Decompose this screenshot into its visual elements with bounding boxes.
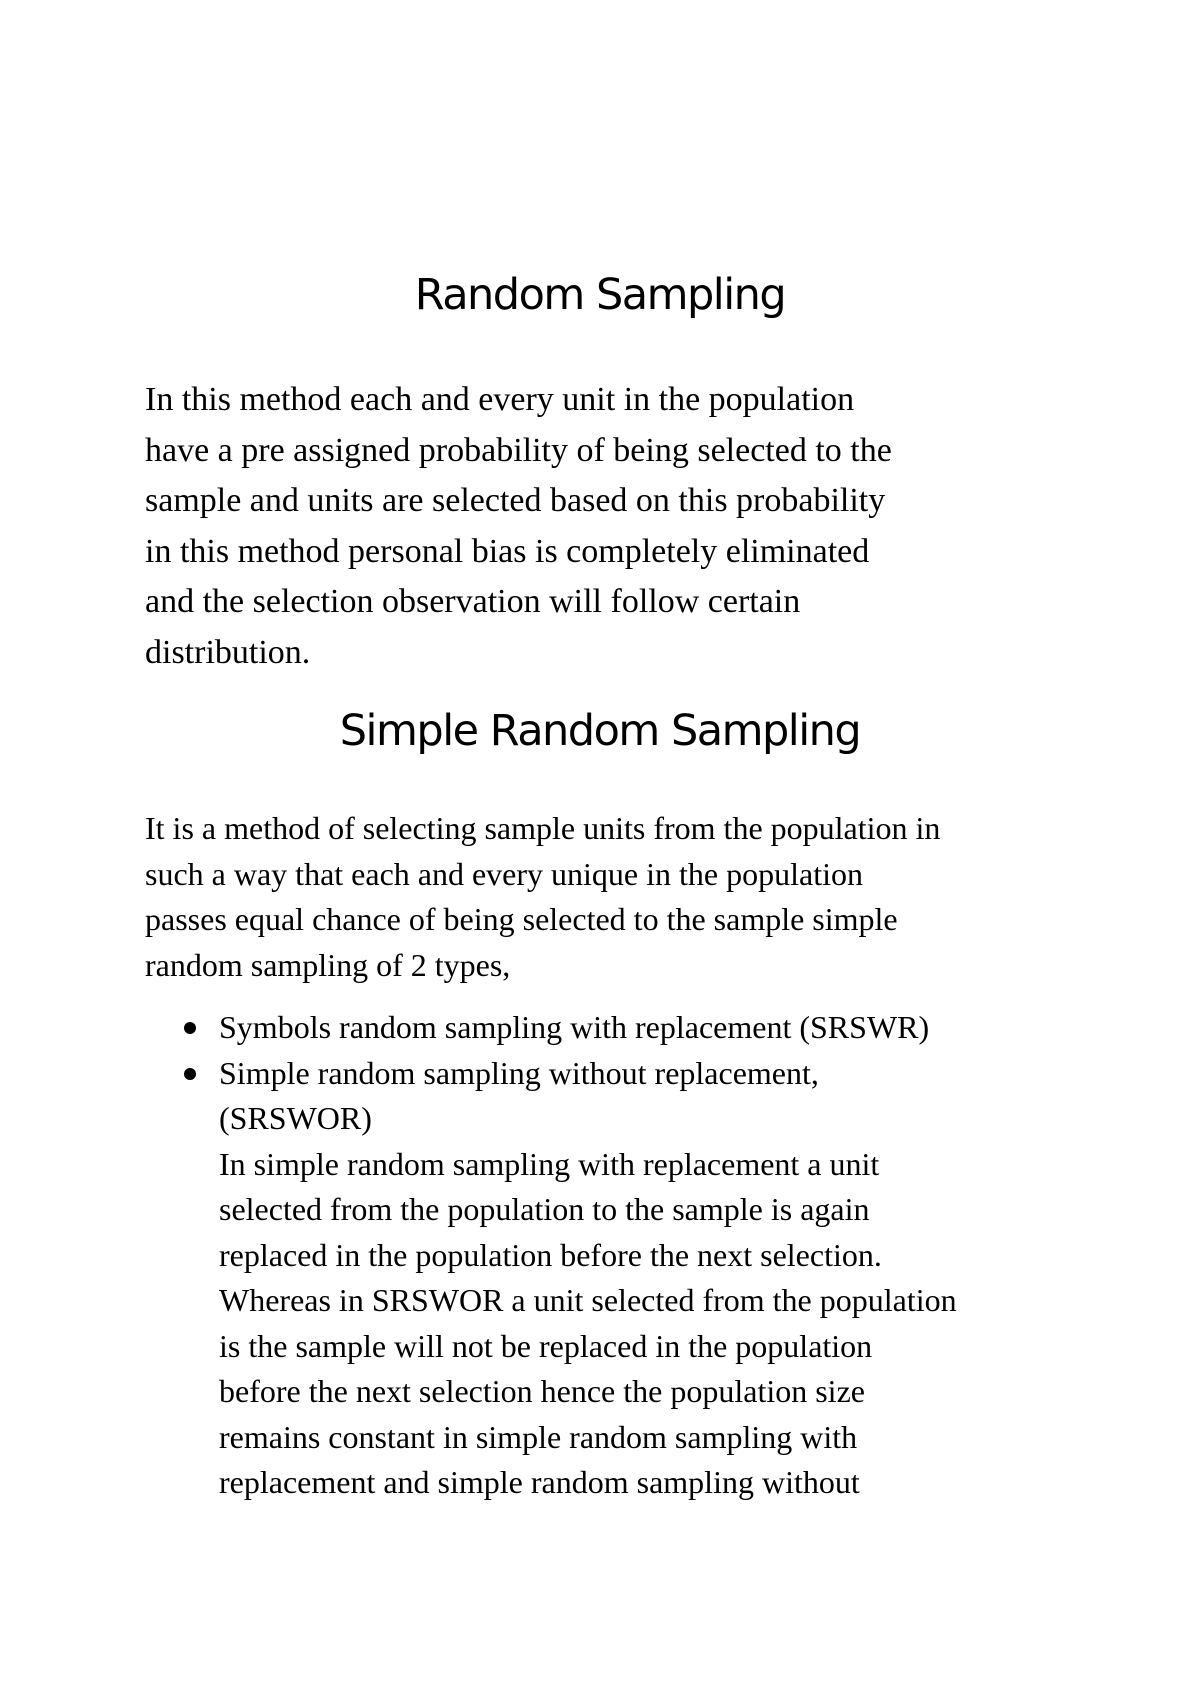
bullet-line: Whereas in SRSWOR a unit selected from the population — [219, 1282, 957, 1318]
bullet-item-srswr — [145, 1005, 1105, 1051]
bullet-line: remains constant in simple random sampling with — [219, 1418, 858, 1455]
bullet-line: selected from the population to the sample is again — [219, 1191, 870, 1227]
paragraph-simple-random-sampling — [145, 806, 1105, 988]
paragraph-line: have a pre assigned probability of being selected to the — [145, 431, 892, 469]
bullet-line: is the sample will not be replaced in the population — [219, 1327, 873, 1364]
bullet-line: replaced in the population before the next selection. — [219, 1236, 882, 1273]
paragraph-line: It is a method of selecting sample units from the population in — [145, 810, 941, 846]
paragraph-line: distribution. — [145, 633, 311, 671]
bullet-list — [145, 1005, 1105, 1506]
bullet-dot-icon — [184, 1022, 196, 1034]
paragraph-line: sample and units are selected based on this probability — [145, 482, 886, 519]
paragraph-line: passes equal chance of being selected to the sample simple — [145, 901, 898, 937]
bullet-line: In simple random sampling with replacement a unit — [219, 1145, 880, 1182]
heading-simple-random-sampling: Simple Random Sampling — [339, 706, 861, 756]
bullet-line: (SRSWOR) — [219, 1100, 372, 1136]
bullet-item-srswor — [145, 1051, 1105, 1506]
bullet-dot-icon — [184, 1068, 196, 1080]
paragraph-line: and the selection observation will follow certain — [145, 583, 801, 620]
paragraph-line: In this method each and every unit in the population — [145, 381, 855, 418]
bullet-line: Simple random sampling without replacement, — [219, 1054, 819, 1091]
bullet-line: replacement and simple random sampling without — [219, 1464, 860, 1500]
paragraph-line: such a way that each and every unique in the population — [145, 855, 863, 892]
bullet-line: Symbols random sampling with replacement (SRSWR) — [219, 1009, 930, 1045]
paragraph-line: in this method personal bias is completely eliminated — [145, 532, 870, 570]
paragraph-random-sampling — [145, 375, 1105, 678]
bullet-line: before the next selection hence the population size — [219, 1373, 865, 1409]
heading-random-sampling: Random Sampling — [414, 270, 786, 320]
paragraph-line: random sampling of 2 types, — [145, 946, 511, 983]
